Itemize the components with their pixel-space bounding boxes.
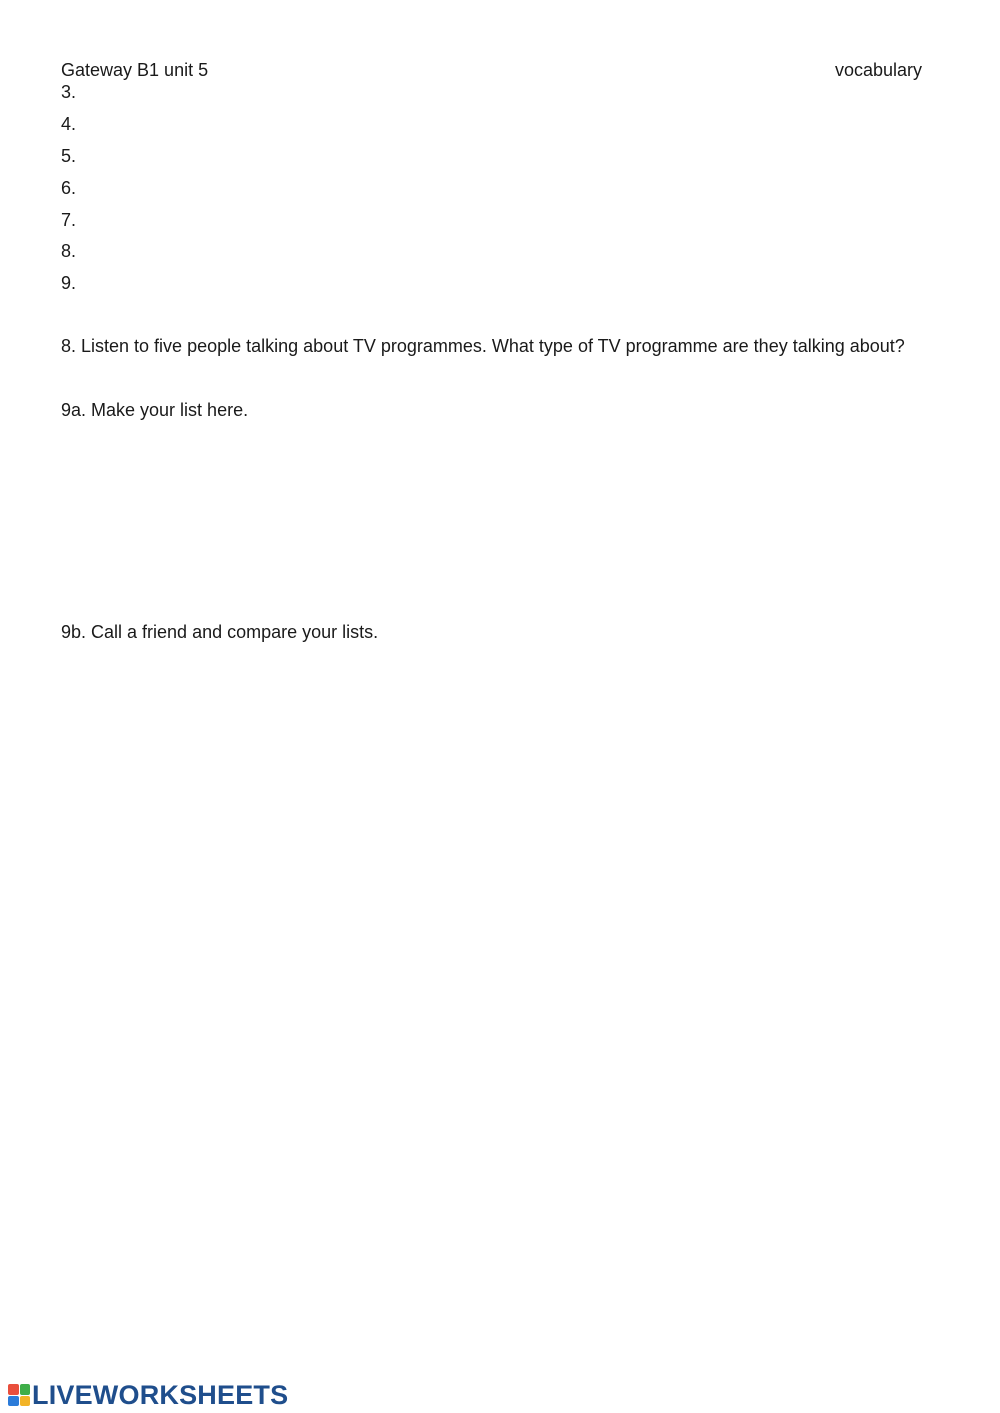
list-item-number: 3. [61,82,77,102]
question-9a: 9a. Make your list here. [61,400,249,420]
list-item-number: 5. [61,146,77,166]
question-9b: 9b. Call a friend and compare your lists. [61,622,379,642]
list-item-number: 9. [61,273,77,293]
logo-text: LIVEWORKSHEETS [32,1380,289,1410]
list-item-number: 7. [61,210,77,230]
question-8: 8. Listen to five people talking about TV programmes. What type of TV programme are they talking about? [61,336,905,356]
worksheet-title: Gateway B1 unit 5 [61,60,209,80]
list-item-number: 6. [61,178,77,198]
liveworksheets-logo [8,1382,288,1408]
list-item-number: 8. [61,241,77,261]
list-item-number: 4. [61,114,77,134]
worksheet-section-label: vocabulary [834,60,922,80]
liveworksheets-logo-icon [8,1384,30,1406]
